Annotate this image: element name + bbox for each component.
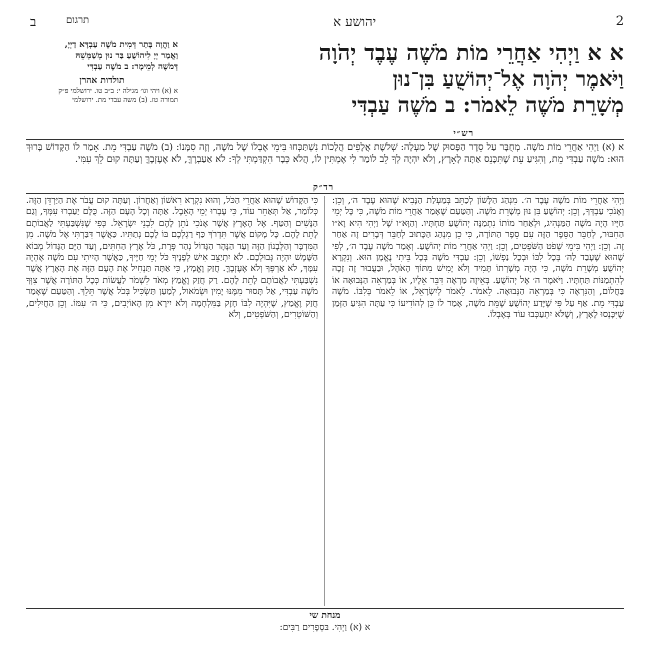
targum-label: תרגום: [66, 15, 90, 26]
minchat-shai-title: מנחת שי: [309, 611, 341, 621]
radak-commentary: [26, 196, 624, 606]
verse-line-2: וַיֹּאמֶר יְהֹוָה אֶל־יְהוֹשֻׁעַ בִּן־נוּן: [392, 66, 624, 91]
divider-radak: [26, 193, 624, 194]
targum-line-2: וַאֲמַר יְיָ לִיהוֹשֻׁעַ בַּר נוּן מְשַׁמְּשֵׁהּ: [75, 51, 178, 61]
verse-line-1: א א וַיְהִי אַחֲרֵי מוֹת מֹשֶׁה עֶבֶד יְהֹוָה: [318, 40, 624, 66]
divider-rashi: [26, 139, 624, 140]
targum-line-1: א וַהֲוָה בָּתַר דְּמִית מֹשֶׁה עַבְדָּא דַיְיָ,: [64, 40, 178, 50]
targum-column: [26, 40, 178, 105]
page-header: [26, 14, 624, 30]
biblical-text: [184, 40, 624, 118]
page: [26, 14, 624, 636]
radak-label: רד״ק: [313, 183, 334, 193]
minchat-shai-text: א (א) וַיְהִי. בּסְפָרִים רַבִּים:: [279, 623, 371, 633]
radak-column-right: וַיְהִי אַחֲרֵי מוֹת מֹשֶׁה עֶבֶד ה׳. מִנְהַג הַלָּשׁוֹן לְכַתֵּב בְּמַעְלַת הַנָּבִיא שֶׁהוּא עֶבֶד ה׳, וְכֵן: וְאָנֹכִי עַבְדְּךָ, וְכֵן: יְהוֹשֻׁעַ בִּן נוּן מְשָׁרֵת מֹשֶׁה. וְהַטַּעַם שֶׁאָמַר אַחֲרֵי מוֹת מֹשֶׁה, כִּי כָּל יְמֵי חַיָּיו הָיָה מֹשֶׁה הַמַּנְהִיג, וּלְאַחַר מוֹתוֹ נִתְמַנָּה יְהוֹשֻׁעַ תַּחְתָּיו. וְהַוָּא״ו שֶׁל וַיְהִי הִיא וָא״ו הַחִבּוּר, לְחַבֵּר הַסֵּפֶר הַזֶּה עִם סֵפֶר הַתּוֹרָה, כִּי כֵן מִנְהַג הַכָּתוּב לְחַבֵּר דְּבָרִים זֶה אַחַר זֶה. וְכֵן: וַיְהִי בִּימֵי שְׁפֹט הַשֹּׁפְטִים, וְכֵן: וַיְהִי אַחֲרֵי מוֹת יְהוֹשֻׁעַ. וְאָמַר מֹשֶׁה עֶבֶד ה׳, לְפִי שֶׁהוּא שֶׁעָבַד לַה׳ בְּכָל לִבּוֹ וּבְכָל נַפְשׁוֹ, וְכֵן: עַבְדִּי מֹשֶׁה בְּכָל בֵּיתִי נֶאֱמָן הוּא. וְנִקְרָא יְהוֹשֻׁעַ מְשָׁרֵת מֹשֶׁה, כִּי הָיָה מְשָׁרְתוֹ תָּמִיד וְלֹא יָמִישׁ מִתּוֹךְ הָאֹהֶל, וּבַעֲבוּר זֶה זָכָה לְהִתְמַנּוֹת תַּחְתָּיו. וַיֹּאמֶר ה׳ אֶל יְהוֹשֻׁעַ. בְּאֵיזֶה מַרְאֶה דִּבֵּר אֵלָיו, אוֹ בְּמַרְאֵה הַנְּבוּאָה אוֹ בַּחֲלוֹם, וְהַנִּרְאֶה כִּי בְּמַרְאֵה הַנְּבוּאָה. לֵאמֹר. לֵאמֹר לְיִשְׂרָאֵל, אוֹ לֵאמֹר בְּלִבּוֹ. מֹשֶׁה עַבְדִּי מֵת. אַף עַל פִּי שֶׁיָּדַע יְהוֹשֻׁעַ שֶׁמֵּת מֹשֶׁה, אָמַר לוֹ כֵּן לְהוֹדִיעוֹ כִּי עַתָּה הִגִּיעַ הַזְּמַן שֶׁיִּכָּנְסוּ לָאָרֶץ, וְשֶׁלֹּא יִתְעַכְּבוּ עוֹד בְּאֶבְלוֹ.: [332, 196, 624, 321]
verse-line-3: מְשָׁרֵת מֹשֶׁה לֵאמֹר: ב מֹשֶׁה עַבְדִּי: [351, 92, 624, 117]
rashi-commentary: [26, 142, 624, 178]
column-divider: [324, 196, 325, 606]
targum-note-2: תמורה טז. (ב) משה עבדי מת. ירושלמי: [72, 96, 178, 104]
page-number: 2: [615, 14, 624, 29]
targum-line-3: דְּמֹשֶׁה לְמֵימָר: ב מֹשֶׁה עַבְדִּי: [87, 62, 178, 72]
radak-column-left: כִּי הַקָּדוֹשׁ שֶׁהוּא אַחֲרֵי הַכֹּל, וְהוּא נִקְרָא רִאשׁוֹן וְאַחֲרוֹן. וְעַתָּה קוּם עֲבֹר אֶת הַיַּרְדֵּן הַזֶּה. כְּלוֹמַר, אַל תְּאַחֵר עוֹד, כִּי עָבְרוּ יְמֵי הָאֵבֶל. אַתָּה וְכָל הָעָם הַזֶּה. כֻּלָּם יַעַבְרוּ עִמְּךָ, וְגַם הַנָּשִׁים וְהַטַּף. אֶל הָאָרֶץ אֲשֶׁר אָנֹכִי נֹתֵן לָהֶם לִבְנֵי יִשְׂרָאֵל. כְּפִי שֶׁנִּשְׁבַּעְתִּי לַאֲבוֹתָם לָתֵת לָהֶם. כָּל מָקוֹם אֲשֶׁר תִּדְרֹךְ כַּף רַגְלְכֶם בּוֹ לָכֶם נְתַתִּיו. כַּאֲשֶׁר דִּבַּרְתִּי אֶל מֹשֶׁה. מִן הַמִּדְבָּר וְהַלְּבָנוֹן הַזֶּה וְעַד הַנָּהָר הַגָּדוֹל נְהַר פְּרָת, כֹּל אֶרֶץ הַחִתִּים, וְעַד הַיָּם הַגָּדוֹל מְבוֹא הַשָּׁמֶשׁ יִהְיֶה גְּבוּלְכֶם. לֹא יִתְיַצֵּב אִישׁ לְפָנֶיךָ כֹּל יְמֵי חַיֶּיךָ, כַּאֲשֶׁר הָיִיתִי עִם מֹשֶׁה אֶהְיֶה עִמָּךְ, לֹא אַרְפְּךָ וְלֹא אֶעֶזְבֶךָּ. חֲזַק וֶאֱמָץ, כִּי אַתָּה תַּנְחִיל אֶת הָעָם הַזֶּה אֶת הָאָרֶץ אֲשֶׁר נִשְׁבַּעְתִּי לַאֲבוֹתָם לָתֵת לָהֶם. רַק חֲזַק וֶאֱמַץ מְאֹד לִשְׁמֹר לַעֲשׂוֹת כְּכָל הַתּוֹרָה אֲשֶׁר צִוְּךָ מֹשֶׁה עַבְדִּי, אַל תָּסוּר מִמֶּנּוּ יָמִין וּשְׂמֹאול, לְמַעַן תַּשְׂכִּיל בְּכֹל אֲשֶׁר תֵּלֵךְ. וְהַטַּעַם שֶׁאָמַר חֲזַק וֶאֱמַץ, שֶׁיִּהְיֶה לִבּוֹ חָזָק בַּמִּלְחָמָה וְלֹא יִירָא מִן הָאוֹיְבִים, כִּי ה׳ עִמּוֹ. וְכֵן הַחֲיִלִים, וְהַשּׁוֹטְרִים, וְהַשֹּׁפְטִים, וְלֹא: [26, 196, 318, 321]
divider-footer: [26, 608, 624, 609]
chapter-letter: ב: [30, 15, 37, 30]
targum-note-1: א (א) ויהי וגו׳ מגילה י: ב״ב טו. ירושלמי פ״ק: [58, 87, 178, 95]
targum-section-mark: תולדות אהרן: [79, 76, 125, 86]
rashi-label: רש״י: [453, 129, 474, 139]
rashi-text: א (א) וַיְהִי אַחֲרֵי מוֹת מֹשֶׁה. מְחֻבָּר עַל סֵדֶר הַפָּסוּק שֶׁל מַעְלָה: שְׁלשֶׁת אֲלָפִים הֲלָכוֹת נִשְׁתַּכְּחוּ בִּימֵי אֶבְלוֹ שֶׁל מֹשֶׁה, וְזֶה סִמָּנוֹ: (ב) מֹשֶׁה עַבְדִּי מֵת. אָמַר לוֹ הַקָּדוֹשׁ בָּרוּךְ הוּא: מֹשֶׁה עַבְדִּי מֵת, וְהִגִּיעַ עֵת שֶׁתִּכָּנֵס אַתָּה לָאָרֶץ, וְלֹא יִהְיֶה לְךָ לֵב לוֹמַר לִי אֶמְתִּין לוֹ, הֲלֹא כְּבָר הִקְדַּמְתִּי לְךָ: לֹא אַעַבְרֶךָּ, לֹא אֶעֶזְבֶךָּ וְעַתָּה קוּם לֵךְ עִמִּי.: [26, 142, 624, 165]
book-title: יהושע א: [333, 15, 376, 30]
